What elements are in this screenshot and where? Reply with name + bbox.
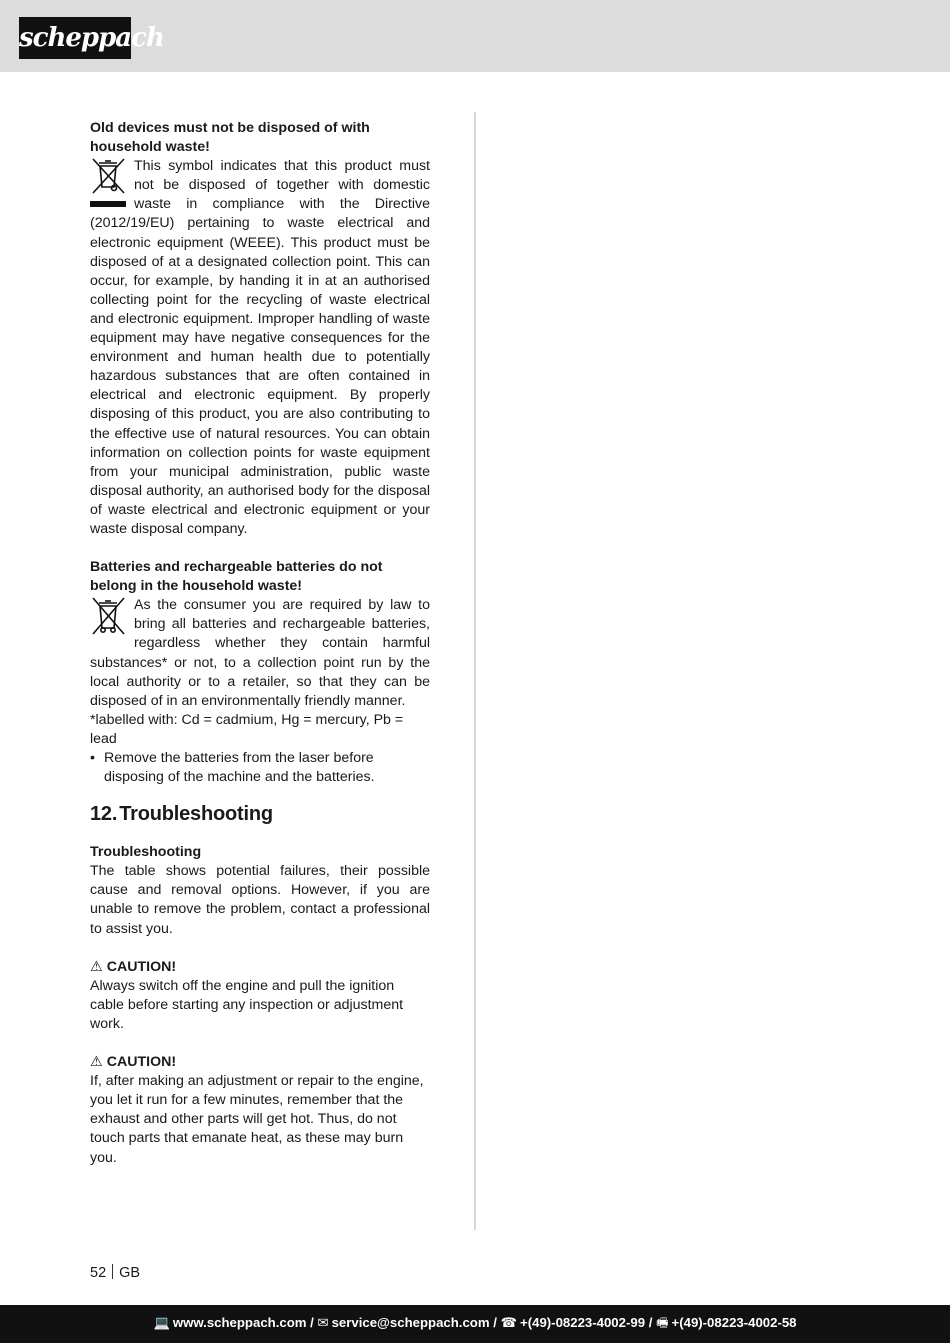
section-number: 12. bbox=[90, 803, 118, 826]
batteries-footnote: *labelled with: Cd = cadmium, Hg = mercury, Pb = lead bbox=[90, 711, 404, 747]
footer-separator: / bbox=[648, 1315, 653, 1330]
troubleshooting-subheading: Troubleshooting bbox=[90, 844, 202, 861]
footer-separator: / bbox=[493, 1315, 497, 1330]
bullet-symbol: • bbox=[90, 750, 95, 766]
fax-number: +(49)-08223-4002-58 bbox=[671, 1315, 797, 1330]
phone-icon: ☎ bbox=[500, 1315, 518, 1330]
left-column bbox=[90, 119, 430, 1168]
caution-label: CAUTION! bbox=[106, 958, 177, 975]
page-footer bbox=[0, 1305, 950, 1343]
bullet-text: Remove the batteries from the laser before disposing of the machine and the batteries. bbox=[104, 750, 375, 786]
weee-heading: Old devices must not be disposed of with household waste! bbox=[90, 120, 370, 156]
phone-number: +(49)-08223-4002-99 bbox=[520, 1315, 646, 1330]
mail-icon: ✉ bbox=[317, 1315, 329, 1330]
page-number bbox=[90, 1264, 140, 1281]
computer-icon: 💻 bbox=[153, 1315, 170, 1330]
warning-icon: ⚠ bbox=[90, 958, 103, 975]
batteries-body: As the consumer you are required by law to bring all batteries and rechargeable batteries, regardless whether they contain harmful substances* or not, to a collection point run by the local authority or to a retailer, so that they can be disposed of in an environmentally friendly manner. bbox=[90, 597, 430, 709]
crossed-out-wheelie-bin-icon bbox=[90, 157, 128, 207]
list-item bbox=[90, 749, 430, 787]
crossed-out-battery-bin-icon bbox=[90, 596, 128, 636]
section-title-text: Troubleshooting bbox=[119, 803, 273, 826]
email-link[interactable]: service@scheppach.com bbox=[331, 1315, 490, 1330]
page-number-value: 52 bbox=[90, 1265, 107, 1281]
page-number-separator bbox=[112, 1264, 113, 1279]
fax-icon: 🖷 bbox=[656, 1315, 669, 1330]
website-link[interactable]: www.scheppach.com bbox=[172, 1315, 307, 1330]
warning-icon: ⚠ bbox=[90, 1054, 103, 1071]
page-header bbox=[0, 0, 950, 72]
footer-separator: / bbox=[310, 1315, 314, 1330]
page-language: GB bbox=[119, 1265, 141, 1281]
batteries-heading: Batteries and rechargeable batteries do not belong in the household waste! bbox=[90, 559, 383, 595]
weee-bar bbox=[90, 201, 126, 207]
caution-heading bbox=[90, 958, 430, 977]
column-divider bbox=[474, 112, 476, 1230]
caution-text: Always switch off the engine and pull the ignition cable before starting any inspection or adjustment work. bbox=[90, 977, 404, 1032]
caution-text: If, after making an adjustment or repair to the engine, you let it run for a few minutes, remember that the exhaust and other parts will get hot. Thus, do not touch parts that emanate heat, as these may burn you. bbox=[90, 1073, 424, 1166]
section-title bbox=[90, 801, 430, 827]
caution-label: CAUTION! bbox=[106, 1054, 177, 1071]
caution-heading bbox=[90, 1053, 430, 1072]
scheppach-logo: scheppach bbox=[19, 17, 131, 59]
weee-body: This symbol indicates that this product must not be disposed of together with domestic waste in compliance with the Directive (2012/19/EU) pertaining to waste electrical and electronic equipment (WEEE). This product must be disposed of at a designated collection point. This can occur, for example, by handing it in at an authorised collecting point for the recycling of waste electrical and electronic equipment. Improper handling of waste equipment may have negative consequences for the environment and human health due to potentially hazardous substances that are often contained in electrical and electronic equipment. By properly disposing of this product, you are also contributing to the effective use of natural resources. You can obtain information on collection points for waste equipment from your municipal administration, public waste disposal authority, an authorised body for the disposal of waste electrical and electronic equipment or your waste disposal company. bbox=[90, 158, 430, 537]
troubleshooting-intro: The table shows potential failures, their possible cause and removal options. However, if you are unable to remove the problem, contact a professional to assist you. bbox=[90, 863, 430, 937]
